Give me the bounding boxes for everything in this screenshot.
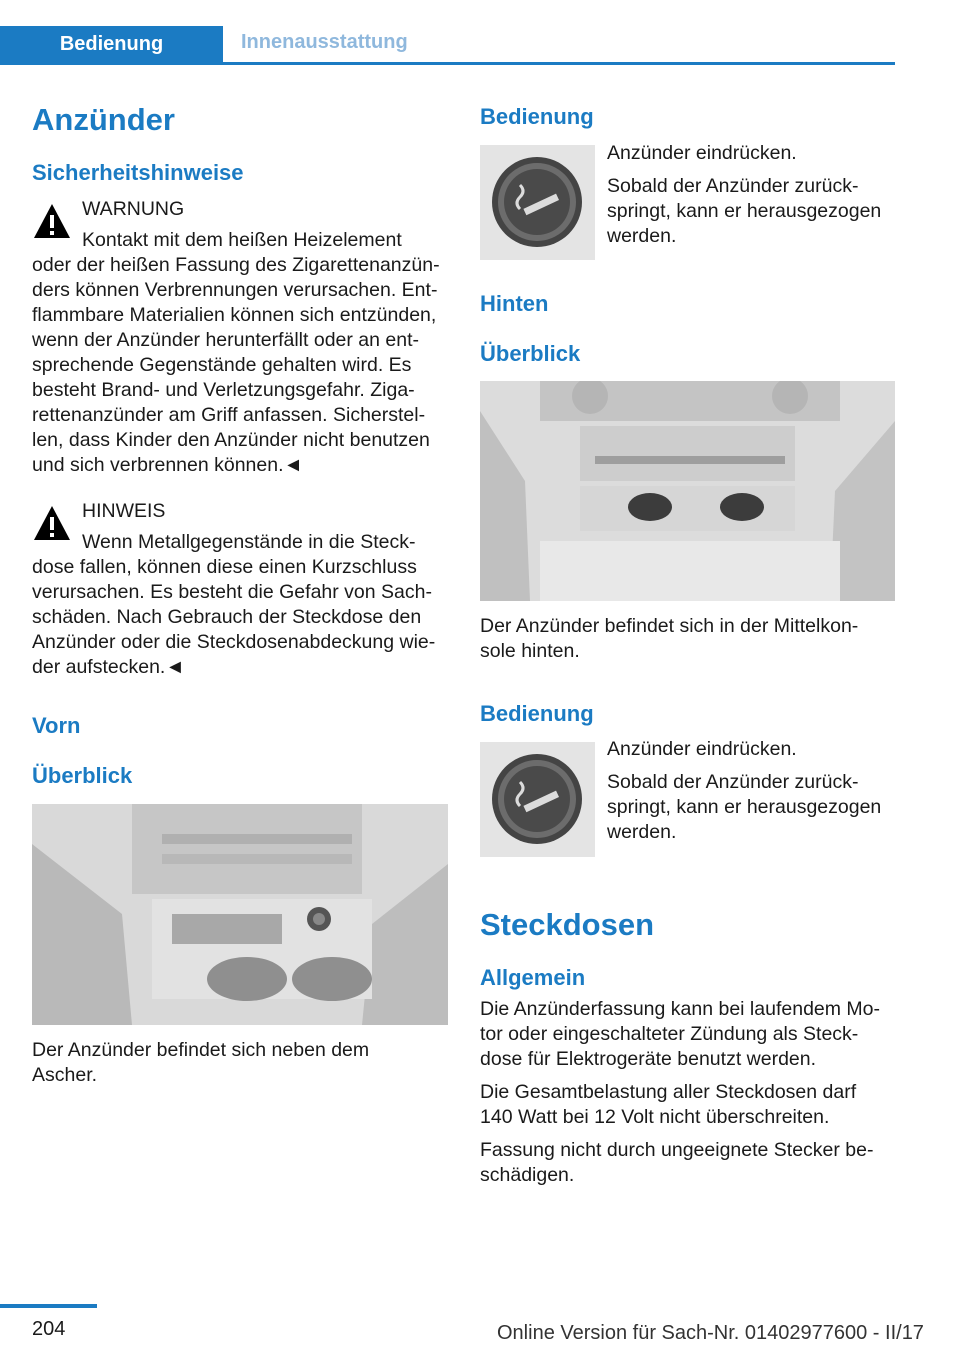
- rear-overview-heading: Überblick: [480, 341, 581, 366]
- text-line: Der Anzünder befindet sich neben dem: [32, 1039, 370, 1061]
- text-line: springt, kann er herausgezogen: [607, 796, 882, 818]
- text-line: werden.: [607, 225, 677, 247]
- page-title: Anzünder: [32, 102, 175, 137]
- text-line: dose fallen, können diese einen Kurzschluss: [32, 556, 417, 578]
- text-line: sprechende Gegenstände gehalten wird. Es: [32, 354, 412, 376]
- text-line: der aufstecken.◄: [32, 656, 185, 678]
- text-line: Die Gesamtbelastung aller Steckdosen darf: [480, 1081, 857, 1103]
- front-overview-heading: Überblick: [32, 763, 133, 788]
- notice-warning-icon: [32, 503, 72, 543]
- sockets-title: Steckdosen: [480, 907, 655, 942]
- text-line: sole hinten.: [480, 640, 580, 662]
- footer-rule: [0, 1304, 97, 1308]
- text-line: len, dass Kinder den Anzünder nicht benutzen: [32, 429, 430, 451]
- warning-icon: [32, 201, 72, 241]
- load-text: [480, 1080, 900, 1130]
- operation-heading-front: Bedienung: [480, 104, 594, 129]
- text-line: wenn der Anzünder herunterfällt oder an ent-: [32, 329, 420, 351]
- rear-caption: [480, 614, 900, 664]
- text-line: schädigen.: [480, 1164, 575, 1186]
- text-line: Anzünder eindrücken.: [607, 738, 797, 760]
- text-line: schäden. Nach Gebrauch der Steckdose den: [32, 606, 422, 628]
- warning-label: WARNUNG: [82, 198, 185, 220]
- text-line: Sobald der Anzünder zurück-: [607, 175, 859, 197]
- page-number: 204: [32, 1318, 66, 1340]
- safety-heading: Sicherheitshinweise: [32, 160, 244, 185]
- text-line: Sobald der Anzünder zurück-: [607, 771, 859, 793]
- text-line: rettenanzünder am Griff anfassen. Sicherstel-: [32, 404, 426, 426]
- warning-text: [32, 253, 452, 478]
- rear-console-image: [480, 381, 895, 601]
- front-console-image: [32, 804, 448, 1025]
- text-line: Anzünder oder die Steckdosenabdeckung wie-: [32, 631, 436, 653]
- tab-innenausstattung[interactable]: Innenausstattung: [241, 31, 408, 53]
- operation-text-front: [607, 141, 907, 249]
- warning-block: [32, 197, 452, 478]
- text-line: Anzünder eindrücken.: [607, 142, 797, 164]
- text-line: verursachen. Es besteht die Gefahr von Sach-: [32, 581, 432, 603]
- text-line: dose für Elektrogeräte benutzt werden.: [480, 1048, 817, 1070]
- text-line: Ascher.: [32, 1064, 98, 1086]
- front-heading: Vorn: [32, 713, 81, 738]
- text-line: Die Anzünderfassung kann bei laufendem Mo-: [480, 998, 880, 1020]
- text-line: Der Anzünder befindet sich in der Mittelkon-: [480, 615, 859, 637]
- online-version: Online Version für Sach-Nr. 01402977600 - II/17: [497, 1322, 924, 1344]
- tab-bedienung[interactable]: Bedienung: [0, 26, 223, 62]
- page-header: [0, 0, 895, 65]
- notice-block: [32, 499, 452, 680]
- text-line: flammbare Materialien können sich entzünden,: [32, 304, 437, 326]
- plug-text: [480, 1138, 900, 1188]
- general-text: [480, 997, 900, 1072]
- notice-first-line: Wenn Metallgegenstände in die Steck-: [82, 531, 416, 553]
- text-line: und sich verbrennen können.◄: [32, 454, 303, 476]
- operation-heading-rear: Bedienung: [480, 701, 594, 726]
- text-line: Fassung nicht durch ungeeignete Stecker be-: [480, 1139, 874, 1161]
- text-line: tor oder eingeschalteter Zündung als Steck-: [480, 1023, 859, 1045]
- rear-heading: Hinten: [480, 291, 549, 316]
- text-line: ders können Verbrennungen verursachen. Ent-: [32, 279, 438, 301]
- text-line: besteht Brand- und Verletzungsgefahr. Ziga-: [32, 379, 415, 401]
- text-line: oder der heißen Fassung des Zigarettenanzün-: [32, 254, 440, 276]
- text-line: springt, kann er herausgezogen: [607, 200, 882, 222]
- front-caption: [32, 1038, 452, 1088]
- lighter-image-rear: [480, 742, 595, 857]
- lighter-image-front: [480, 145, 595, 260]
- text-line: 140 Watt bei 12 Volt nicht überschreiten.: [480, 1106, 830, 1128]
- notice-label: HINWEIS: [82, 500, 166, 522]
- notice-text: [32, 555, 452, 680]
- operation-text-rear: [607, 737, 907, 845]
- text-line: werden.: [607, 821, 677, 843]
- general-heading: Allgemein: [480, 965, 586, 990]
- warning-first-line: Kontakt mit dem heißen Heizelement: [82, 229, 402, 251]
